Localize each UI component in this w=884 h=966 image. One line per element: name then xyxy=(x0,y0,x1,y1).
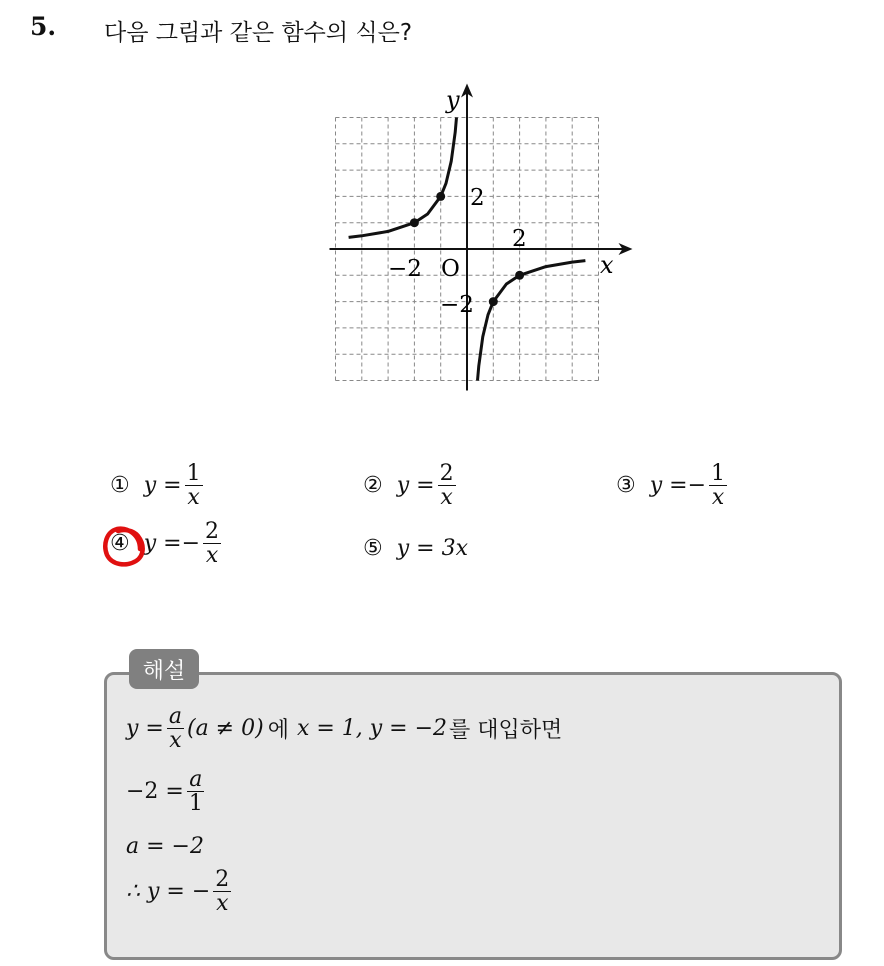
tick-label-x-neg2: −2 xyxy=(388,256,422,282)
choice-2[interactable] xyxy=(363,462,459,509)
solution-line-1-fraction: $\frac{a}{x}$ xyxy=(168,704,182,754)
solution-line-1-particle: 에 xyxy=(267,718,289,744)
solution-line-4-lhs: ∴ y = − xyxy=(126,879,211,905)
tick-label-y-2: 2 xyxy=(470,185,485,211)
choice-2-number: ② xyxy=(363,473,383,499)
choice-3-sign: − xyxy=(687,473,707,499)
answer-circle-mark xyxy=(100,523,152,571)
solution-line-4-fraction: $\frac{2}{x}$ xyxy=(215,867,230,917)
solution-line-1-condition: (a ≠ 0) xyxy=(186,716,264,742)
choice-4-lhs: y = xyxy=(143,531,182,557)
solution-line-2 xyxy=(126,768,208,815)
choice-4-fraction: $\frac{2}{x}$ xyxy=(205,519,220,569)
solution-line-1-lhs: y = xyxy=(126,716,164,742)
x-axis-label: x xyxy=(600,251,614,279)
choice-2-lhs: y = xyxy=(396,473,435,499)
choice-1-lhs: y = xyxy=(143,473,182,499)
choice-5-expr: y = 3x xyxy=(396,536,468,561)
question-number: 5. xyxy=(30,12,57,41)
solution-line-4 xyxy=(126,868,234,915)
data-point-4 xyxy=(515,271,524,280)
function-graph xyxy=(320,80,640,400)
origin-label: O xyxy=(441,256,460,282)
solution-line-1-substitution: x = 1, y = −2 xyxy=(296,716,448,742)
choice-1[interactable] xyxy=(110,462,206,509)
data-point-2 xyxy=(436,192,445,201)
solution-line-1 xyxy=(126,705,562,752)
tick-label-x-2: 2 xyxy=(512,226,527,252)
choice-1-fraction: $\frac{1}{x}$ xyxy=(186,461,201,511)
solution-line-1-text: 를 대입하면 xyxy=(449,718,563,744)
choice-3[interactable] xyxy=(616,462,730,509)
choice-4-number: ④ xyxy=(110,531,130,557)
solution-line-2-lhs: −2 = xyxy=(126,779,184,805)
solution-line-3: a = −2 xyxy=(126,834,204,859)
choice-3-number: ③ xyxy=(616,473,636,499)
choice-4-sign: − xyxy=(181,531,201,557)
data-point-3 xyxy=(489,297,498,306)
choice-1-number: ① xyxy=(110,473,130,499)
choice-5[interactable] xyxy=(363,536,468,561)
choice-3-lhs: y = xyxy=(649,473,688,499)
choice-5-number: ⑤ xyxy=(363,536,383,561)
choice-2-fraction: $\frac{2}{x}$ xyxy=(439,461,454,511)
solution-line-2-fraction: $\frac{a}{1}$ xyxy=(188,767,203,817)
question-text: 다음 그림과 같은 함수의 식은? xyxy=(104,20,413,46)
data-point-1 xyxy=(410,218,419,227)
y-axis-label: y xyxy=(446,86,460,114)
tick-label-y-neg2: −2 xyxy=(440,292,474,318)
choice-3-fraction: $\frac{1}{x}$ xyxy=(711,461,726,511)
solution-tag: 해설 xyxy=(129,649,199,689)
